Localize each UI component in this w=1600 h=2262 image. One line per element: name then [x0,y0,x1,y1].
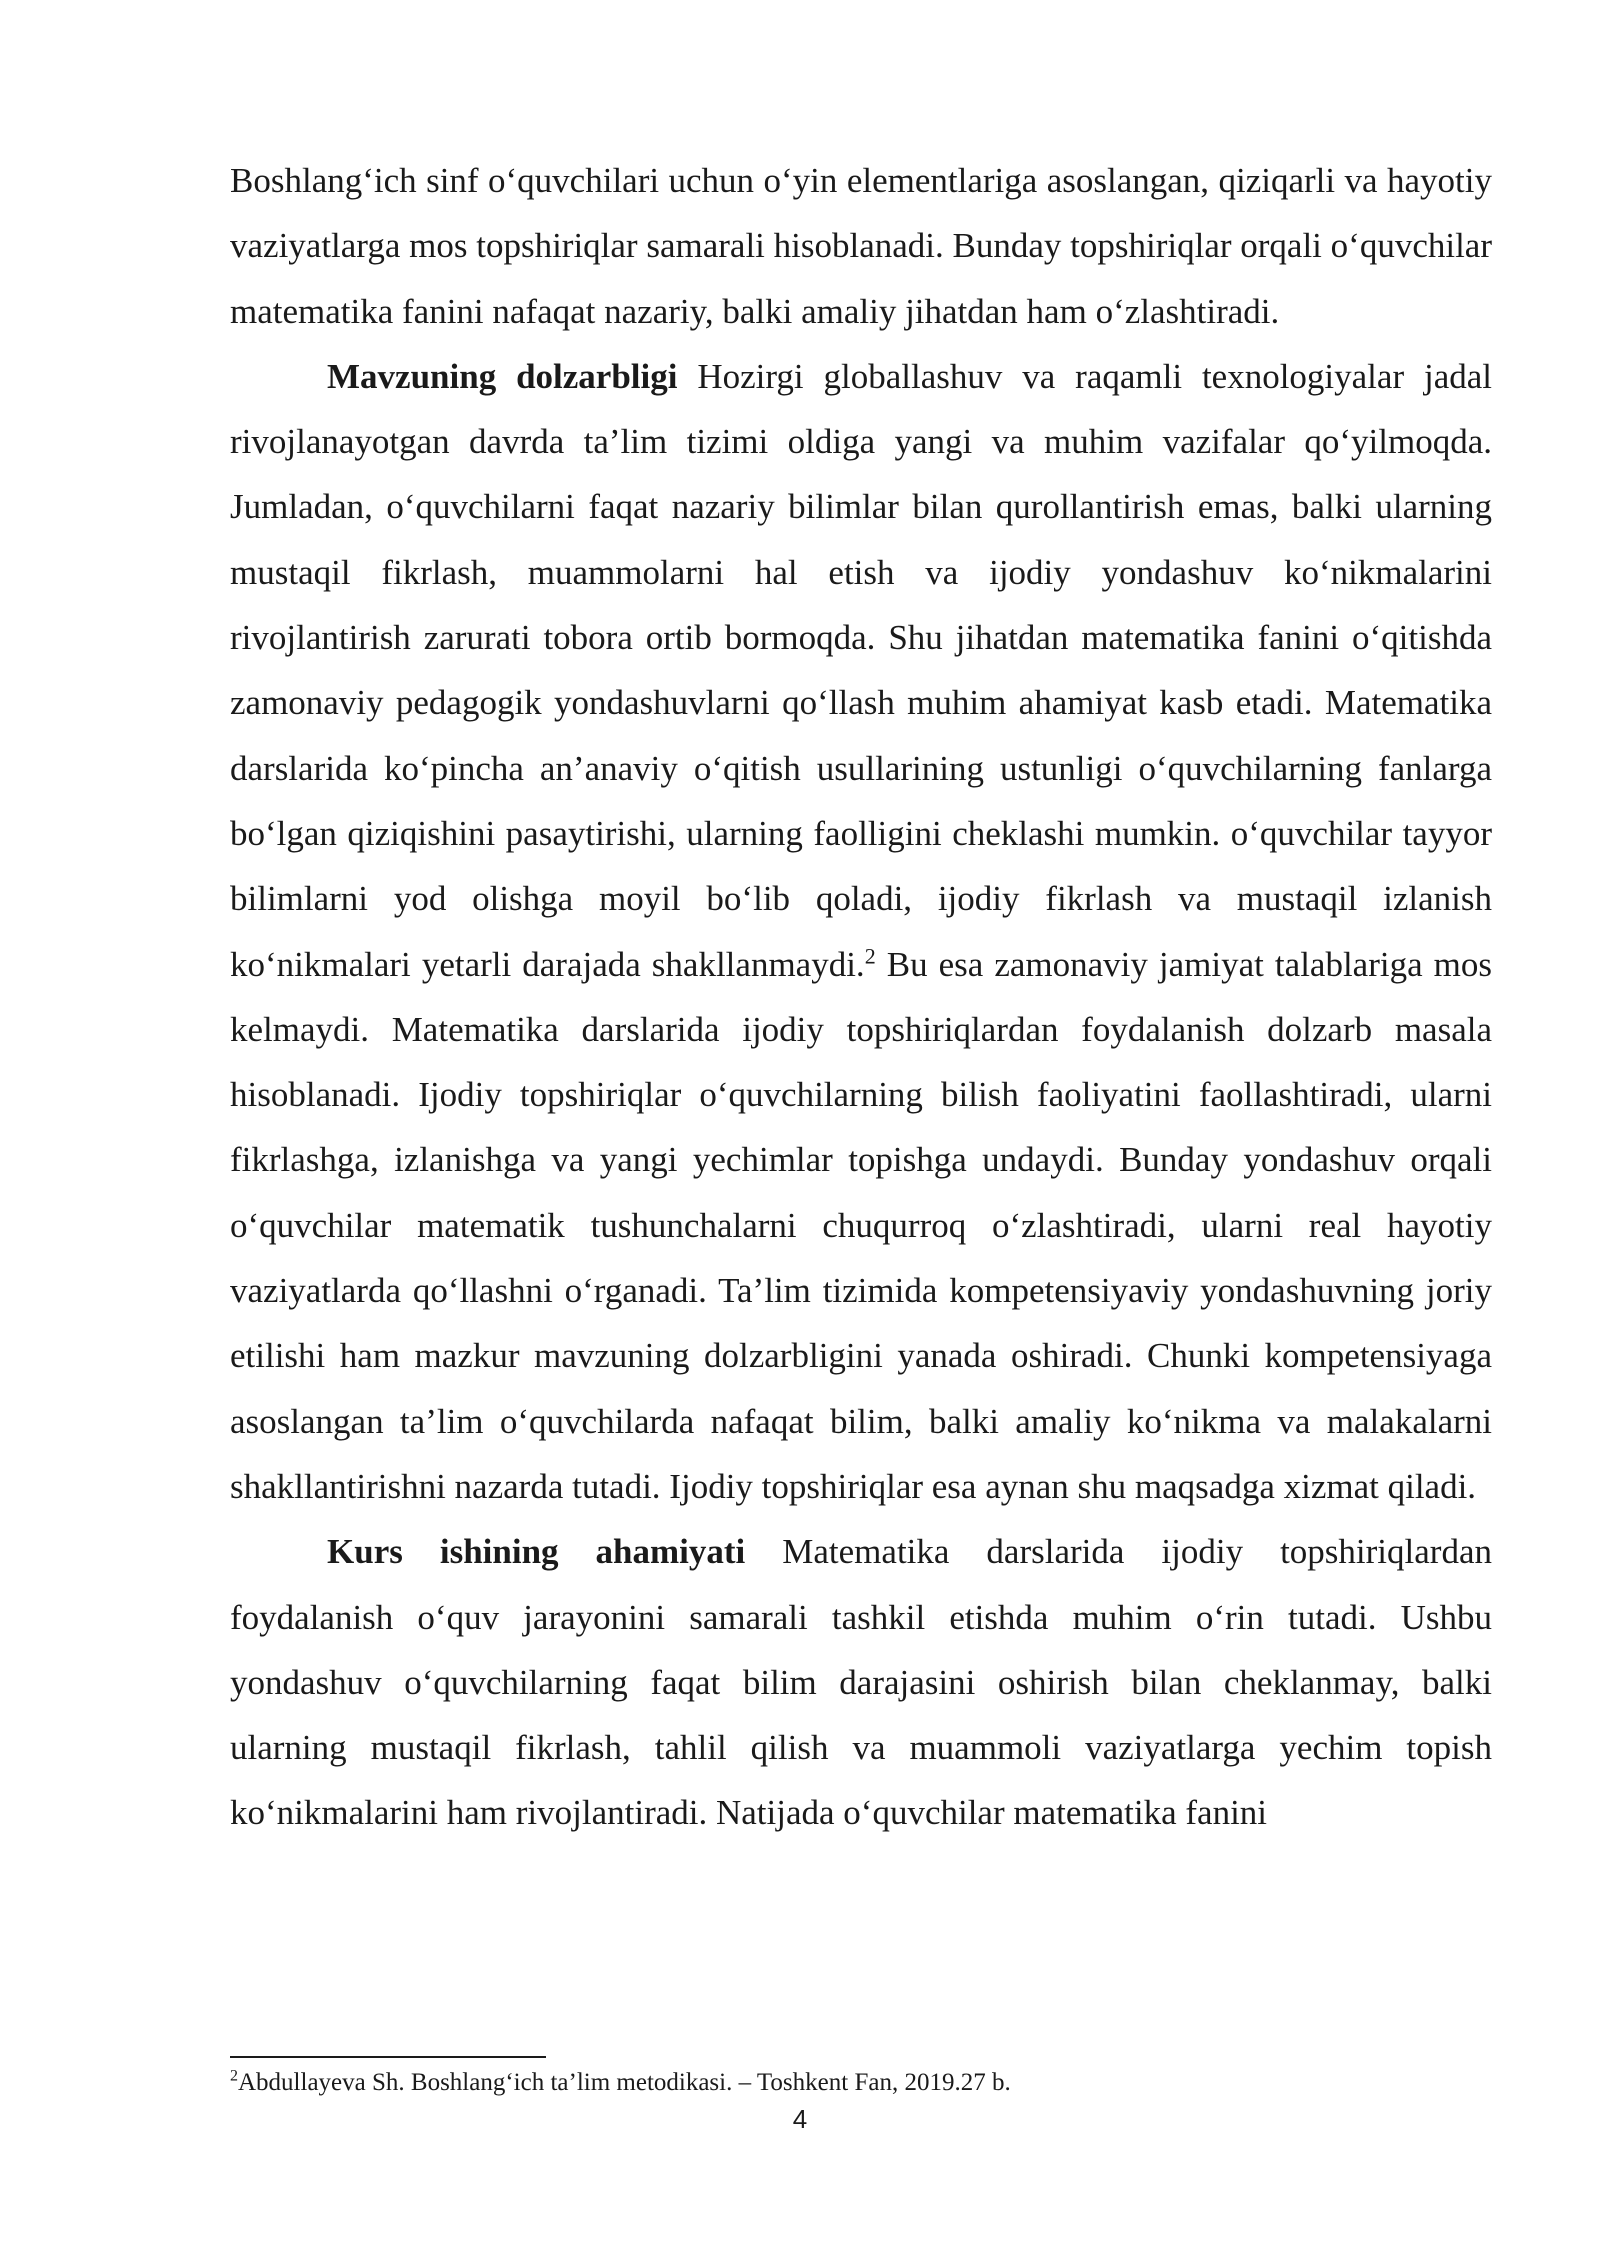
paragraph-significance-text: Matematika darslarida ijodiy topshiriqlardan foydalanish o‘quv jarayonini samarali tashkil etishda muhim o‘rin tutadi. Ushbu yondashuv o‘quvchilarning faqat bilim darajasini oshirish bilan cheklanmay, balki ularning mustaqil fikrlash, tahlil qilish va muammoli vaziyatlarga yechim topish ko‘nikmalarini ham rivojlantiradi. Natijada o‘quvchilar matematika fanini [230,1532,1492,1833]
paragraph-intro: Boshlang‘ich sinf o‘quvchilari uchun o‘yin elementlariga asoslangan, qiziqarli va hayotiy vaziyatlarga mos topshiriqlar samarali hisoblanadi. Bunday topshiriqlar orqali o‘quvchilar matematika fanini nafaqat nazariy, balki amaliy jihatdan ham o‘zlashtiradi. [230,161,1492,331]
paragraph-relevance-text-continued: Bu esa zamonaviy jamiyat talablariga mos kelmaydi. Matematika darslarida ijodiy topshiriqlardan foydalanish dolzarb masala hisoblanadi. Ijodiy topshiriqlar o‘quvchilarning bilish faoliyatini faollashtiradi, ularni fikrlashga, izlanishga va yangi yechimlar topishga undaydi. Bunday yondashuv orqali o‘quvchilar matematik tushunchalarni chuqurroq o‘zlashtiradi, ularni real hayotiy vaziyatlarda qo‘llashni o‘rganadi. Ta’lim tizimida kompetensiyaviy yondashuvning joriy etilishi ham mazkur mavzuning dolzarbligini yanada oshiradi. Chunki kompetensiyaga asoslangan ta’lim o‘quvchilarda nafaqat bilim, balki amaliy ko‘nikma va malakalarni shakllantirishni nazarda tutadi. Ijodiy topshiriqlar esa aynan shu maqsadga xizmat qiladi. [230,944,1493,1506]
body-text [230,148,1492,1846]
paragraph-significance [230,1519,1492,1845]
footnote-reference: 2 [864,942,876,968]
paragraph-relevance [230,344,1492,1519]
section-heading-significance: Kurs ishining ahamiyati [327,1532,746,1572]
section-heading-relevance: Mavzuning dolzarbligi [327,356,678,396]
footnote-number: 2 [230,2067,238,2085]
page-number: 4 [792,2104,808,2134]
footnote [230,2066,1492,2100]
footnote-separator [230,2056,546,2058]
paragraph-relevance-text: Hozirgi globallashuv va raqamli texnologiyalar jadal rivojlanayotgan davrda ta’lim tizimi oldiga yangi va muhim vazifalar qo‘yilmoqda. Jumladan, o‘quvchilarni faqat nazariy bilimlar bilan qurollantirish emas, balki ularning mustaqil fikrlash, muammolarni hal etish va ijodiy yondashuv ko‘nikmalarini rivojlantirish zarurati tobora ortib bormoqda. Shu jihatdan matematika fanini o‘qitishda zamonaviy pedagogik yondashuvlarni qo‘llash muhim ahamiyat kasb etadi. Matematika darslarida ko‘pincha an’anaviy o‘qitish usullarining ustunligi o‘quvchilarning fanlarga bo‘lgan qiziqishini pasaytirishi, ularning faolligini cheklashi mumkin. o‘quvchilar tayyor bilimlarni yod olishga moyil bo‘lib qoladi, ijodiy fikrlash va mustaqil izlanish ko‘nikmalari yetarli darajada shakllanmaydi. [230,356,1492,984]
footnote-text: Abdullayeva Sh. Boshlang‘ich ta’lim metodikasi. – Toshkent Fan, 2019.27 b. [238,2069,1011,2096]
